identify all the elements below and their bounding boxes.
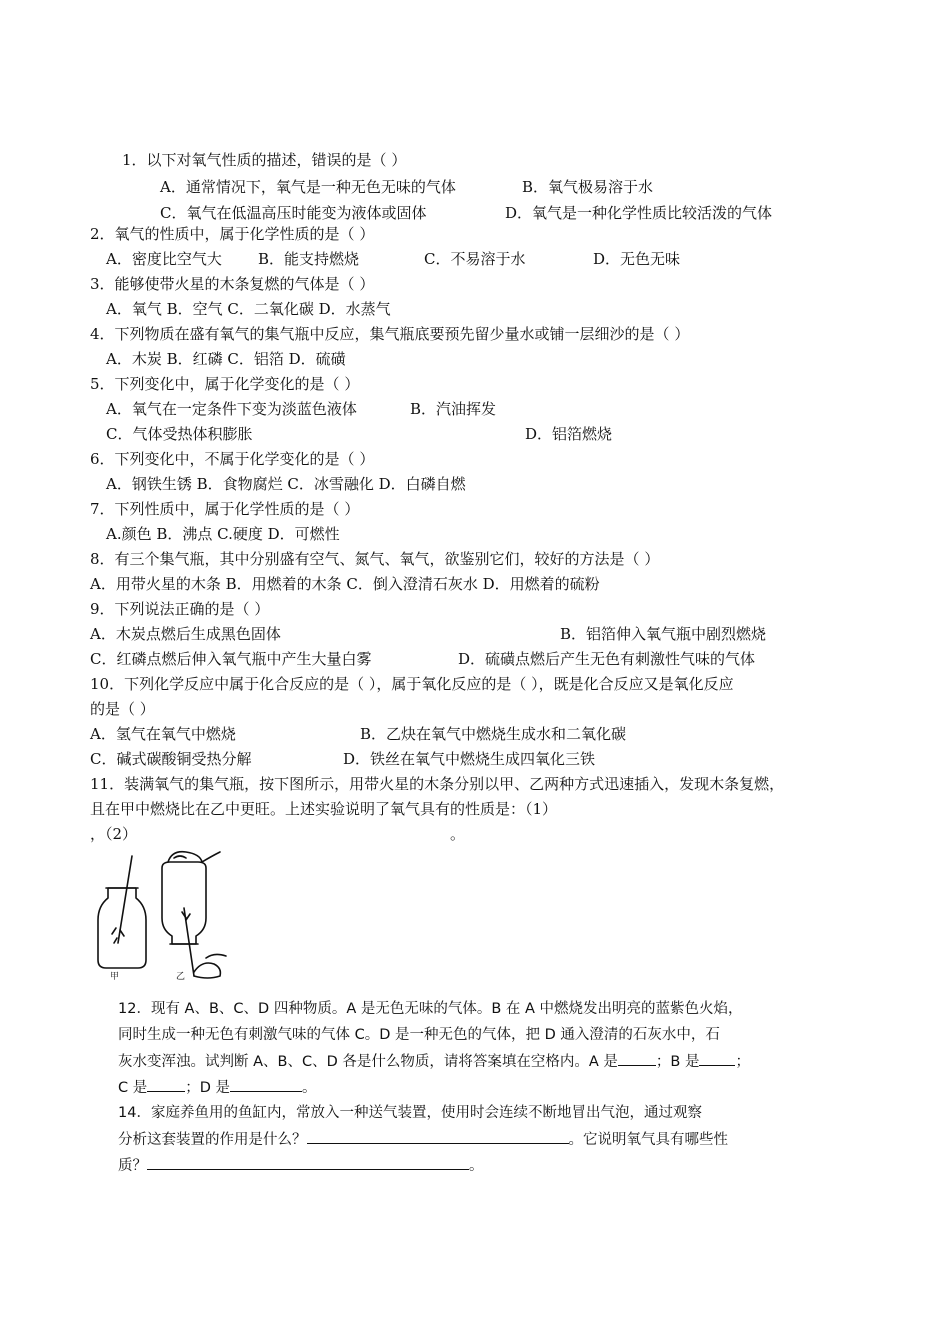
q14-line3-prefix: 质？ — [118, 1158, 147, 1174]
q5-option-b: B．汽油挥发 — [410, 400, 497, 418]
q5-option-c: C．气体受热体积膨胀 — [106, 425, 253, 443]
q10-option-a: A．氢气在氧气中燃烧 — [90, 725, 236, 743]
q1-option-b: B．氧气极易溶于水 — [522, 178, 654, 196]
hand-bottom — [194, 963, 220, 978]
q12-line3-end: ； — [735, 1054, 750, 1070]
q12-c-label: C 是 — [118, 1080, 148, 1096]
q8-options: A．用带火星的木条 B．用燃着的木条 C．倒入澄清石灰水 D．用燃着的硫粉 — [90, 575, 600, 593]
oxygen-jar-drawing — [90, 848, 235, 983]
q7-options: A.颜色 B．沸点 C.硬度 D．可燃性 — [106, 525, 340, 543]
q14-line1: 14．家庭养鱼用的鱼缸内，常放入一种送气装置，使用时会连续不断地冒出气泡，通过观察 — [118, 1105, 702, 1121]
q12-line2: 同时生成一种无色有刺激气味的气体 C。D 是一种无色的气体，把 D 通入澄清的石灰水中，石 — [118, 1027, 720, 1043]
hand-bottom-finger — [206, 954, 226, 958]
q2-option-a: A．密度比空气大 — [106, 250, 222, 268]
q5-option-d: D．铝箔燃烧 — [525, 425, 613, 443]
q9-option-c: C．红磷点燃后伸入氧气瓶中产生大量白雾 — [90, 650, 372, 668]
answer-blank-oxygen-properties[interactable] — [147, 1155, 469, 1170]
answer-blank-b[interactable] — [699, 1051, 735, 1066]
q12-line4-end: 。 — [302, 1080, 317, 1096]
q2-option-c: C．不易溶于水 — [424, 250, 526, 268]
q3-stem: 3．能够使带火星的木条复燃的气体是（ ） — [90, 275, 375, 293]
q6-stem: 6．下列变化中，不属于化学变化的是（ ） — [90, 450, 375, 468]
q9-stem: 9．下列说法正确的是（ ） — [90, 600, 270, 618]
q11-answer2-prefix: ，（2） — [90, 825, 138, 843]
q5-stem: 5．下列变化中，属于化学变化的是（ ） — [90, 375, 360, 393]
q12-line4 — [118, 1077, 317, 1098]
glowing-tip-b — [182, 912, 190, 920]
q11-line2: 且在甲中燃烧比在乙中更旺。上述实验说明了氧气具有的性质是：（1） — [90, 800, 558, 818]
answer-blank-a[interactable] — [618, 1051, 656, 1066]
q14-line2 — [118, 1129, 728, 1150]
q2-option-b: B．能支持燃烧 — [258, 250, 360, 268]
inverted-jar-shape — [162, 862, 206, 944]
q10-option-b: B．乙炔在氧气中燃烧生成水和二氧化碳 — [360, 725, 627, 743]
q3-options: A．氧气 B．空气 C．二氧化碳 D．水蒸气 — [106, 300, 391, 318]
q8-stem: 8．有三个集气瓶，其中分别盛有空气、氮气、氧气，欲鉴别它们，较好的方法是（ ） — [90, 550, 660, 568]
q9-option-d: D．硫磺点燃后产生无色有刺激性气味的气体 — [458, 650, 756, 668]
q14-followup: 。它说明氧气具有哪些性 — [568, 1132, 728, 1148]
q10-stem-line1: 10．下列化学反应中属于化合反应的是（ ），属于氧化反应的是（ ），既是化合反应又是氧化反应 — [90, 675, 734, 693]
q12-line1: 12．现有 A、B、C、D 四种物质。A 是无色无味的气体。B 在 A 中燃烧发出明亮的蓝紫色火焰， — [118, 1001, 743, 1017]
q4-stem: 4．下列物质在盛有氧气的集气瓶中反应，集气瓶底要预先留少量水或铺一层细沙的是（ ） — [90, 325, 690, 343]
q14-line3 — [118, 1155, 484, 1176]
q12-line3-text: 灰水变浑浊。试判断 A、B、C、D 各是什么物质，请将答案填在空格内。A 是 — [118, 1054, 618, 1070]
oxygen-jar-figure — [90, 848, 235, 983]
q10-option-c: C．碱式碳酸铜受热分解 — [90, 750, 252, 768]
arm-line — [202, 852, 220, 862]
q14-question: 分析这套装置的作用是什么？ — [118, 1132, 307, 1148]
upright-jar-shape — [98, 888, 146, 968]
q9-option-a: A．木炭点燃后生成黑色固体 — [90, 625, 281, 643]
q11-line3-end: 。 — [450, 825, 466, 843]
q10-option-d: D．铁丝在氧气中燃烧生成四氧化三铁 — [343, 750, 596, 768]
q12-d-label: ；D 是 — [185, 1080, 231, 1096]
label-yi: 乙 — [176, 972, 186, 982]
q5-option-a: A．氧气在一定条件下变为淡蓝色液体 — [106, 400, 357, 418]
q1-stem: 1．以下对氧气性质的描述，错误的是（ ） — [122, 151, 407, 169]
q2-option-d: D．无色无味 — [593, 250, 681, 268]
q11-line1: 11．装满氧气的集气瓶，按下图所示，用带火星的木条分别以甲、乙两种方式迅速插入，发现木条复燃， — [90, 775, 785, 793]
q1-option-c: C．氧气在低温高压时能变为液体或固体 — [160, 204, 427, 222]
q14-line3-end: 。 — [469, 1158, 484, 1174]
answer-blank-d[interactable] — [230, 1077, 302, 1092]
q6-options: A．钢铁生锈 B．食物腐烂 C．冰雪融化 D．白磷自燃 — [106, 475, 466, 493]
answer-blank-c[interactable] — [147, 1077, 185, 1092]
q9-option-b: B．铝箔伸入氧气瓶中剧烈燃烧 — [560, 625, 767, 643]
q4-options: A．木炭 B．红磷 C．铝箔 D．硫磺 — [106, 350, 346, 368]
finger-line — [174, 856, 186, 858]
label-jia: 甲 — [110, 972, 120, 982]
q2-stem: 2．氧气的性质中，属于化学性质的是（ ） — [90, 225, 375, 243]
q12-line3 — [118, 1051, 750, 1072]
q1-option-d: D．氧气是一种化学性质比较活泼的气体 — [505, 204, 773, 222]
q7-stem: 7．下列性质中，属于化学性质的是（ ） — [90, 500, 360, 518]
answer-blank-device-purpose[interactable] — [307, 1129, 569, 1144]
q10-stem-line2: 的是（ ） — [90, 700, 155, 718]
q1-option-a: A．通常情况下，氧气是一种无色无味的气体 — [160, 178, 456, 196]
q12-b-label: ；B 是 — [655, 1054, 700, 1070]
